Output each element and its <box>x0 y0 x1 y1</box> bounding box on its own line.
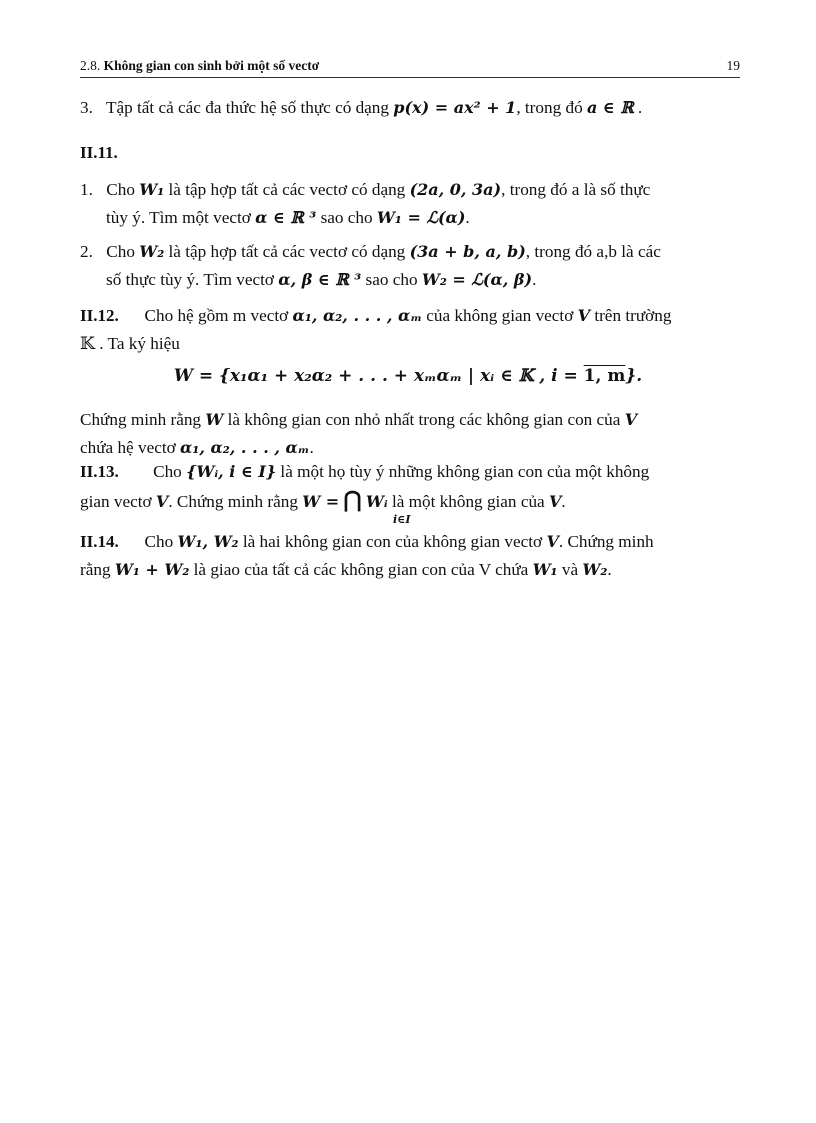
exercise-II-11-item-1: 1. Cho W₁ là tập hợp tất cả các vectơ có dạng (2a, 0, 3a), trong đó a là số thực tùy ý. Tìm một vectơ α ∈ ℝ ³ sao cho W₁ = ℒ(α). <box>80 180 651 227</box>
exercise-II-12-claim: Chứng minh rằng W là không gian con nhỏ nhất trong các không gian con của V chứa hệ vectơ α₁, α₂, . . . , αₘ. <box>80 410 638 457</box>
header-section-title: 2.8. Không gian con sinh bởi một số vectơ <box>80 58 320 73</box>
intersection-index: i∈I <box>393 513 411 526</box>
running-header <box>80 57 740 78</box>
page-number: 19 <box>726 58 740 73</box>
exercise-II-11-label: II.11. <box>80 143 118 162</box>
exercise-II-11-item-2: 2. Cho W₂ là tập hợp tất cả các vectơ có dạng (3a + b, a, b), trong đó a,b là các số thực tùy ý. Tìm vectơ α, β ∈ ℝ ³ sao cho W₂ = ℒ(α, β). <box>80 242 661 289</box>
exercise-II-13: II.13. Cho {Wᵢ, i ∈ I} là một họ tùy ý những không gian con của một không gian vectơ V. Chứng minh rằng W = ⋂ Wᵢ là một không gian của V. <box>80 462 650 513</box>
item-3: 3. Tập tất cả các đa thức hệ số thực có dạng p(x) = ax² + 1, trong đó a ∈ ℝ . <box>80 98 643 117</box>
exercise-II-12-intro: II.12. Cho hệ gồm m vectơ α₁, α₂, . . . , αₘ của không gian vectơ V trên trường 𝕂 . Ta ký hiệu <box>80 306 672 353</box>
exercise-II-14: II.14. Cho W₁, W₂ là hai không gian con của không gian vectơ V. Chứng minh rằng W₁ + W₂ là giao của tất cả các không gian con của V chứa W₁ và W₂. <box>80 532 654 579</box>
intersection-symbol: ⋂ <box>343 487 362 513</box>
exercise-II-12-display-formula: W = {x₁α₁ + x₂α₂ + . . . + xₘαₘ | xᵢ ∈ 𝕂 , i = 1, m}. <box>173 366 643 386</box>
